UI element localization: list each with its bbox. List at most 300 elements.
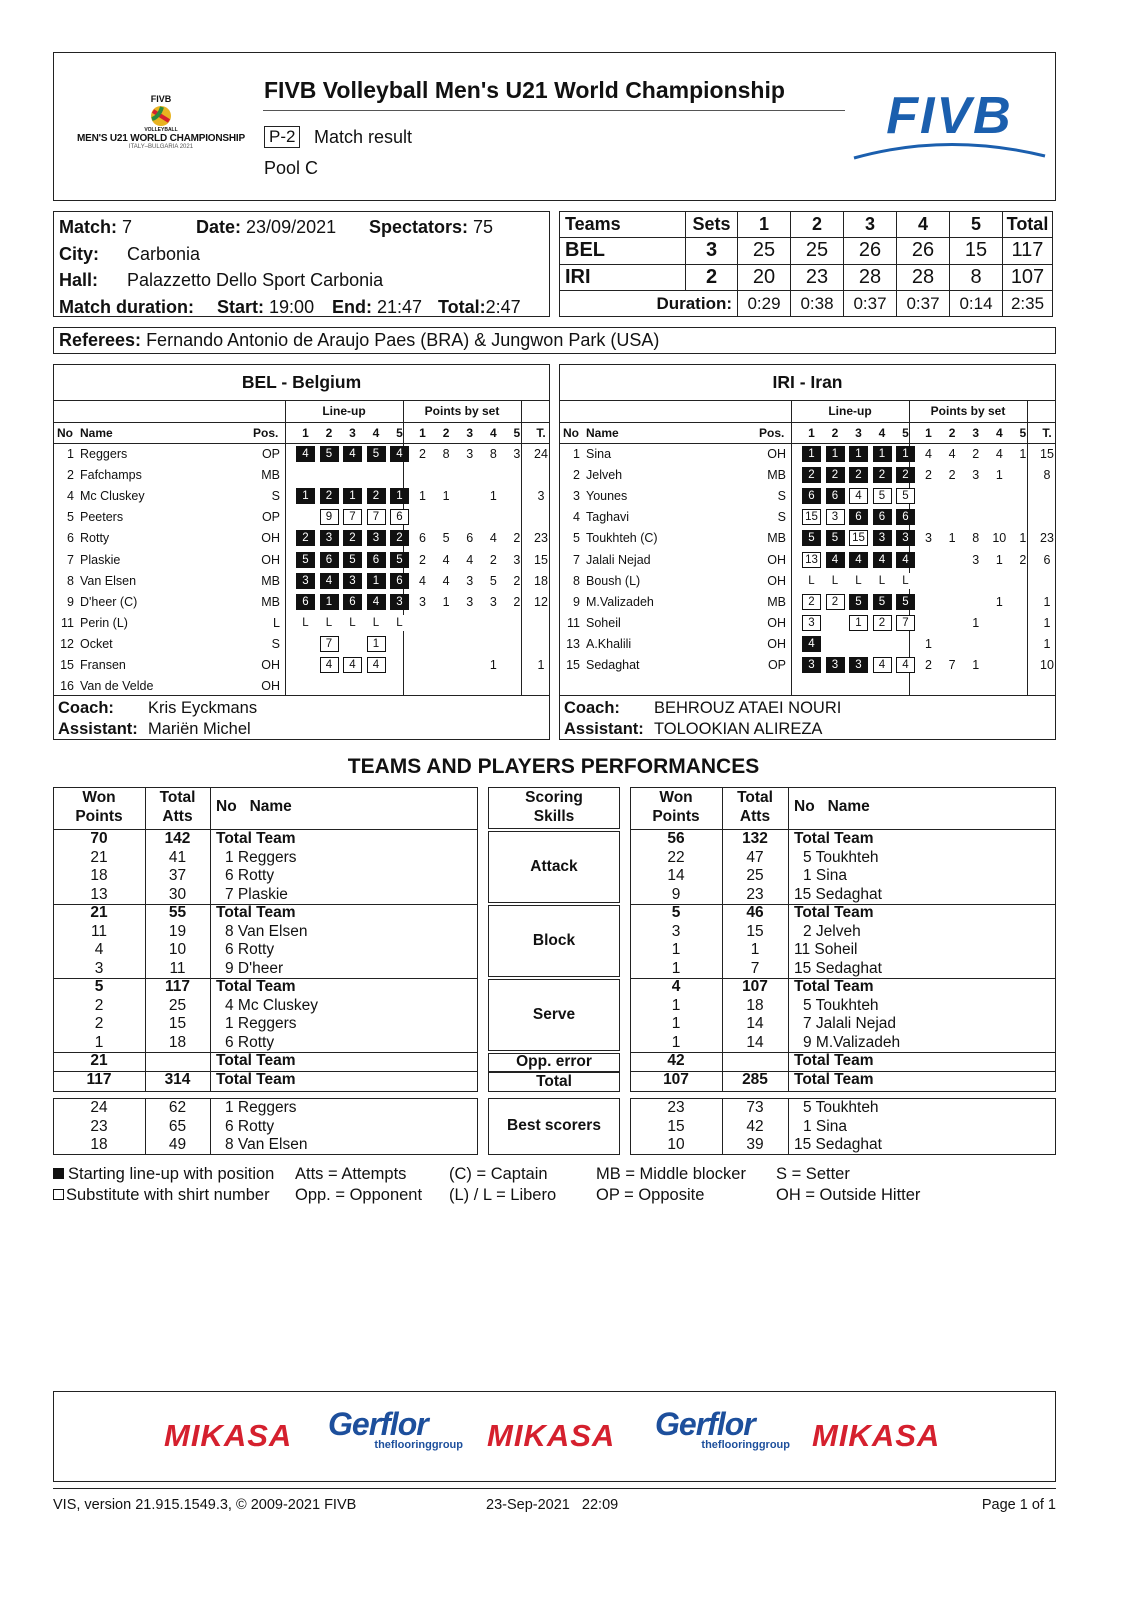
starter-chip: 5 <box>896 594 915 610</box>
set-points: 1 <box>489 658 497 672</box>
total-atts: 37 <box>168 867 187 884</box>
won-points: 1 <box>671 941 681 958</box>
set-points: 1 <box>1019 447 1027 461</box>
player-name: Plaskie <box>80 552 121 567</box>
spectators: 75 <box>473 217 494 237</box>
set-points: 3 <box>419 594 426 609</box>
perf-player: Total Team <box>216 1070 296 1088</box>
won-points: 1 <box>94 1033 104 1051</box>
city: Carbonia <box>127 243 201 264</box>
total-atts: 18 <box>746 996 764 1014</box>
perf-player: 6 Rotty <box>225 867 275 884</box>
starter-chip: 6 <box>296 594 315 610</box>
set-points: 1 <box>995 594 1003 609</box>
substitute-chip: 2 <box>873 615 892 631</box>
starter-square-icon <box>53 1168 64 1179</box>
set-points: 1 <box>995 468 1003 483</box>
coach-name: Kris Eyckmans <box>148 699 258 717</box>
won-points: 70 <box>90 830 108 847</box>
perf-player: Total Team <box>794 904 874 921</box>
won-points: 11 <box>90 922 108 940</box>
player-position: OP <box>261 447 280 461</box>
won-points: 1 <box>671 959 681 977</box>
starter-chip: 4 <box>390 446 409 462</box>
substitute-chip: 4 <box>343 657 362 673</box>
set-points: 1 <box>442 594 450 609</box>
libero-chip: L <box>390 615 409 631</box>
player-number: 15 <box>60 658 74 672</box>
won-points: 22 <box>667 848 685 866</box>
substitute-chip: 5 <box>873 488 892 504</box>
player-total: 6 <box>1043 552 1051 567</box>
set-points: 2 <box>948 468 956 483</box>
player-position: OH <box>767 573 786 588</box>
player-name: D'heer (C) <box>80 594 138 609</box>
player-position: OH <box>261 679 280 694</box>
set-points: 3 <box>972 552 980 567</box>
starter-chip: 6 <box>826 488 845 504</box>
total-atts: 23 <box>746 885 764 903</box>
total-atts: 285 <box>742 1070 768 1088</box>
starter-chip: 1 <box>826 446 845 462</box>
player-position: MB <box>767 468 786 483</box>
starter-chip: 2 <box>873 467 892 483</box>
player-total: 1 <box>1043 636 1051 651</box>
starter-chip: 3 <box>296 573 315 589</box>
player-number: 4 <box>67 489 74 504</box>
starter-chip: 3 <box>390 594 409 610</box>
start-time: 19:00 <box>269 296 315 317</box>
starter-chip: 1 <box>873 446 892 462</box>
perf-player: 1 Sina <box>803 867 847 884</box>
player-total: 1 <box>537 658 545 672</box>
skill-label: Opp. error <box>516 1053 592 1070</box>
starter-chip: 3 <box>896 530 915 546</box>
set-points: 4 <box>489 531 497 546</box>
perf-player: 15 Sedaghat <box>794 885 882 903</box>
starter-chip: 4 <box>849 552 868 568</box>
total-atts: 11 <box>169 959 186 977</box>
perf-cell: No Name <box>216 798 292 815</box>
perf-player: 2 Jelveh <box>803 922 861 940</box>
player-position: OH <box>767 636 786 651</box>
player-number: 5 <box>67 510 74 525</box>
player-total: 10 <box>1040 658 1054 672</box>
player-total: 8 <box>1043 468 1051 483</box>
player-name: Rotty <box>80 531 110 546</box>
won-points: 3 <box>671 922 681 940</box>
assistant-name: TOLOOKIAN ALIREZA <box>654 720 823 738</box>
substitute-chip: 3 <box>826 509 845 525</box>
page-title: FIVB Volleyball Men's U21 World Championship <box>264 77 785 103</box>
won-points: 42 <box>667 1052 685 1069</box>
set-points: 1 <box>995 552 1003 567</box>
perf-player: Total Team <box>794 1052 874 1069</box>
won-points: 107 <box>663 1070 689 1088</box>
player-total: 12 <box>534 594 548 609</box>
set-points: 6 <box>419 531 426 546</box>
total-time: 2:47 <box>485 296 521 317</box>
starter-chip: 6 <box>896 509 915 525</box>
player-position: OP <box>261 510 280 525</box>
set-points: 3 <box>513 447 521 461</box>
sponsor-mikasa-3: MIKASA <box>812 1418 941 1453</box>
total-atts: 10 <box>168 941 187 958</box>
player-number: 16 <box>60 679 74 694</box>
starter-chip: 3 <box>367 530 386 546</box>
set-points: 3 <box>466 594 474 609</box>
libero-chip: L <box>802 573 821 589</box>
sponsor-gerflor-1: Gerflor theflooringgroup <box>328 1406 463 1451</box>
won-points: 1 <box>671 996 681 1014</box>
won-points: 4 <box>94 941 104 958</box>
score-row-bel: BEL 3 25 25 26 26 15 117 <box>560 238 1053 265</box>
skill-label: Block <box>532 932 576 949</box>
starter-chip: 4 <box>802 636 821 652</box>
best-points: 23 <box>90 1117 108 1135</box>
total-atts: 18 <box>168 1033 187 1051</box>
player-number: 7 <box>67 552 74 567</box>
player-position: MB <box>767 594 786 609</box>
starter-chip: 1 <box>802 446 821 462</box>
starter-chip: 5 <box>343 552 362 568</box>
set-points: 4 <box>442 552 450 567</box>
perf-player: 9 D'heer <box>225 959 284 977</box>
pool-label: Pool C <box>264 158 319 178</box>
starter-chip: 6 <box>320 552 339 568</box>
player-position: MB <box>261 573 280 588</box>
set-points: 5 <box>489 573 497 588</box>
skill-label: Attack <box>530 858 578 875</box>
player-name: Van Elsen <box>80 573 137 588</box>
total-atts: 314 <box>164 1070 191 1088</box>
perf-player: 1 Reggers <box>225 848 297 866</box>
starter-chip: 2 <box>390 530 409 546</box>
total-atts: 14 <box>746 1033 764 1051</box>
won-points: 21 <box>90 1052 108 1069</box>
set-points: 2 <box>925 468 932 483</box>
starter-chip: 2 <box>826 467 845 483</box>
player-name: Mc Cluskey <box>80 489 145 504</box>
won-points: 21 <box>90 848 108 866</box>
best-atts: 62 <box>168 1099 187 1116</box>
starter-chip: 2 <box>367 488 386 504</box>
player-number: 12 <box>60 636 74 651</box>
player-position: S <box>777 510 786 525</box>
best-player: 1 Reggers <box>225 1099 297 1116</box>
substitute-chip: 4 <box>896 657 915 673</box>
set-points: 10 <box>992 531 1007 546</box>
starter-chip: 6 <box>343 594 362 610</box>
match-info: Match: 7 Date: 23/09/2021 Spectators: 75 City: Carbonia Hall: Palazzetto Dello Sport Carbonia Match duration: Start: 19:00 End: 21:47 Total:2:47 <box>59 217 521 317</box>
player-total: 23 <box>534 531 548 546</box>
player-position: MB <box>261 594 280 609</box>
libero-chip: L <box>896 573 915 589</box>
player-position: L <box>273 615 280 630</box>
player-position: S <box>271 489 280 504</box>
player-total: 1 <box>1043 615 1051 630</box>
player-number: 11 <box>567 615 580 630</box>
player-number: 1 <box>67 447 74 461</box>
perf-player: 6 Rotty <box>225 941 275 958</box>
player-name: Sina <box>586 447 612 461</box>
referee-names: Fernando Antonio de Araujo Paes (BRA) & Jungwon Park (USA) <box>146 330 660 350</box>
starter-chip: 5 <box>826 530 845 546</box>
starter-chip: 3 <box>320 530 339 546</box>
total-atts: 47 <box>746 848 764 866</box>
total-atts: 14 <box>746 1015 764 1032</box>
best-player: 15 Sedaghat <box>794 1136 882 1153</box>
perf-player: 8 Van Elsen <box>225 922 308 940</box>
starter-chip: 1 <box>390 488 409 504</box>
starter-chip: 4 <box>826 552 845 568</box>
set-points: 3 <box>925 531 932 546</box>
starter-chip: 2 <box>343 530 362 546</box>
perf-cell: Atts <box>739 808 771 825</box>
won-points: 18 <box>90 867 108 884</box>
legend: Starting line-up with position Atts = Attempts (C) = Captain MB = Middle blocker S = Setter Substitute with shirt number Opp. = Opponent (L) / L = Libero OP = Opposite OH = Outside Hitter <box>53 1165 1056 1209</box>
player-name: Jelveh <box>586 468 623 483</box>
set-points: 4 <box>925 447 932 461</box>
footer-date: 23-Sep-2021 22:09 <box>486 1497 619 1513</box>
starter-chip: 4 <box>296 446 315 462</box>
substitute-chip: 13 <box>802 552 821 568</box>
fivb-logo: FIVB <box>852 88 1047 168</box>
logo-fivb-mini: FIVB <box>150 94 172 104</box>
best-player: 5 Toukhteh <box>803 1099 879 1116</box>
substitute-chip: 7 <box>896 615 915 631</box>
perf-player: 7 Jalali Nejad <box>803 1015 897 1032</box>
player-number: 9 <box>573 594 580 609</box>
player-position: OP <box>767 658 786 672</box>
starter-chip: 5 <box>367 446 386 462</box>
player-total: 1 <box>1043 594 1051 609</box>
perf-player: Total Team <box>216 904 296 921</box>
starter-chip: 4 <box>873 552 892 568</box>
skill-label: Best scorers <box>507 1117 601 1134</box>
set-points: 2 <box>972 447 980 461</box>
best-atts: 39 <box>746 1136 764 1153</box>
team-title: BEL - Belgium <box>241 372 362 392</box>
won-points: 21 <box>90 904 108 921</box>
duration-row: Duration: 0:29 0:38 0:37 0:37 0:14 2:35 <box>560 291 1053 317</box>
player-total: 15 <box>534 552 548 567</box>
total-atts: 19 <box>168 922 187 940</box>
assistant-name: Mariën Michel <box>148 720 251 738</box>
set-points: 4 <box>442 573 450 588</box>
best-points: 23 <box>667 1099 685 1116</box>
player-name: Fafchamps <box>80 468 142 483</box>
perf-player: 9 M.Valizadeh <box>803 1033 901 1051</box>
player-position: S <box>271 636 280 651</box>
perf-player: Total Team <box>216 1052 296 1069</box>
player-name: Peeters <box>80 510 124 525</box>
player-number: 8 <box>573 573 580 588</box>
player-name: Fransen <box>80 658 126 672</box>
set-points: 2 <box>489 552 497 567</box>
player-position: OH <box>767 615 786 630</box>
libero-chip: L <box>320 615 339 631</box>
set-points: 1 <box>972 615 980 630</box>
substitute-chip: 15 <box>849 530 868 546</box>
set-points: 2 <box>513 594 521 609</box>
player-position: OH <box>261 658 280 672</box>
player-number: 8 <box>67 573 74 588</box>
substitute-chip: 7 <box>343 509 362 525</box>
starter-chip: 2 <box>296 530 315 546</box>
player-name: Ocket <box>80 636 113 651</box>
perf-cell: Points <box>652 808 700 825</box>
substitute-chip: 1 <box>367 636 386 652</box>
starter-chip: 3 <box>849 657 868 673</box>
score-table: Teams Sets 1 2 3 4 5 Total BEL 3 25 25 26 26 15 117 IRI 2 20 23 28 28 8 107 Duration: 0:29 0:38 0:37 0:37 0:14 2:35 <box>559 211 1053 317</box>
perf-player: 5 Toukhteh <box>803 848 879 866</box>
player-name: Jalali Nejad <box>586 552 651 567</box>
doc-code: P-2 <box>264 126 300 148</box>
substitute-chip: 3 <box>802 615 821 631</box>
starter-chip: 4 <box>320 573 339 589</box>
total-atts: 30 <box>168 885 187 903</box>
starter-chip: 3 <box>802 657 821 673</box>
player-position: S <box>777 489 786 504</box>
won-points: 117 <box>86 1070 112 1088</box>
player-number: 2 <box>67 468 74 483</box>
starter-chip: 2 <box>320 488 339 504</box>
player-number: 11 <box>61 615 74 630</box>
total-atts: 46 <box>746 904 764 921</box>
set-points: 4 <box>948 447 956 461</box>
set-points: 4 <box>419 573 426 588</box>
starter-chip: 2 <box>802 467 821 483</box>
player-position: OH <box>767 552 786 567</box>
starter-chip: 4 <box>367 594 386 610</box>
perf-player: Total Team <box>794 978 874 995</box>
footer-version: VIS, version 21.915.1549.3, © 2009-2021 FIVB <box>53 1497 357 1513</box>
set-points: 8 <box>442 447 450 461</box>
best-atts: 49 <box>168 1136 187 1153</box>
coach-name: BEHROUZ ATAEI NOURI <box>654 699 842 717</box>
best-points: 15 <box>667 1117 685 1135</box>
starter-chip: 3 <box>826 657 845 673</box>
perf-player: 6 Rotty <box>225 1033 275 1051</box>
won-points: 5 <box>671 904 681 921</box>
starter-chip: 1 <box>896 446 915 462</box>
perf-cell: Total <box>159 789 196 806</box>
team-panel-iri: IRI - Iran Line-up Points by set No Name Pos. 1 1 2 2 3 3 4 4 5 5 T. 1 Sina OH 1 1 1 1 1 4 4 2 4 1 15 2 Jelveh MB 2 2 2 2 2 2 2 3 1 8 3 Younes S 6 6 4 5 5 4 Taghavi S 15 3 6 6 6 5 Toukhteh (C) MB 5 5 15 3 3 3 1 8 10 1 23 7 Jalali Nejad OH 13 4 4 4 4 3 1 2 6 8 Boush (L) OH L L L L L 9 M.Valizadeh MB 2 2 5 5 5 1 1 11 Soheil OH 3 1 2 7 1 1 13 A.Khalili OH 4 1 1 15 Sedaghat OP 3 3 3 4 4 2 7 1 10 Coach: BEHROUZ ATAEI NOURI Assistant: TOLOOKIAN ALIREZA <box>559 364 1056 740</box>
player-total: 24 <box>534 447 548 461</box>
starter-chip: 6 <box>367 552 386 568</box>
player-number: 13 <box>566 636 580 651</box>
doc-type: Match result <box>314 127 413 147</box>
substitute-chip: 5 <box>896 488 915 504</box>
starter-chip: 6 <box>873 509 892 525</box>
starter-chip: 4 <box>896 552 915 568</box>
substitute-chip: 4 <box>849 488 868 504</box>
starter-chip: 3 <box>343 573 362 589</box>
won-points: 3 <box>94 959 104 977</box>
perf-player: 4 Mc Cluskey <box>225 996 319 1014</box>
starter-chip: 2 <box>849 467 868 483</box>
perf-cell: Won <box>82 789 116 806</box>
score-row-iri: IRI 2 20 23 28 28 8 107 <box>560 264 1053 291</box>
player-name: Perin (L) <box>80 615 128 630</box>
best-atts: 42 <box>746 1117 764 1135</box>
set-points: 8 <box>972 531 980 546</box>
substitute-chip: 9 <box>320 509 339 525</box>
perf-cell: Scoring <box>525 789 583 806</box>
player-number: 7 <box>573 552 580 567</box>
substitute-chip: 7 <box>367 509 386 525</box>
set-points: 5 <box>442 531 450 546</box>
end-time: 21:47 <box>377 296 423 317</box>
player-total: 18 <box>534 573 548 588</box>
perf-player: 1 Reggers <box>225 1015 297 1032</box>
player-total: 15 <box>1040 447 1054 461</box>
libero-chip: L <box>849 573 868 589</box>
set-points: 3 <box>466 573 474 588</box>
best-points: 10 <box>667 1136 685 1153</box>
perf-player: Total Team <box>794 830 874 847</box>
substitute-chip: 4 <box>320 657 339 673</box>
libero-chip: L <box>296 615 315 631</box>
substitute-chip: 4 <box>873 657 892 673</box>
substitute-chip: 2 <box>826 594 845 610</box>
player-number: 4 <box>573 510 580 525</box>
perf-cell: Total <box>737 789 773 806</box>
referees-bar: Referees: Fernando Antonio de Araujo Paes (BRA) & Jungwon Park (USA) <box>53 327 1056 354</box>
total-atts: 55 <box>168 904 187 921</box>
perf-player: Total Team <box>216 978 296 995</box>
sponsor-gerflor-2: Gerflor theflooringgroup <box>655 1406 790 1451</box>
starter-chip: 4 <box>343 446 362 462</box>
perf-player: 5 Toukhteh <box>803 996 879 1014</box>
starter-chip: 6 <box>849 509 868 525</box>
set-points: 2 <box>419 447 426 461</box>
total-atts: 15 <box>746 922 764 940</box>
player-total: 3 <box>537 489 545 504</box>
player-name: Sedaghat <box>586 658 640 672</box>
substitute-chip: 1 <box>849 615 868 631</box>
player-number: 6 <box>67 531 74 546</box>
total-atts: 41 <box>168 848 187 866</box>
event-logo: FIVB VOLLEYBALL MEN'S U21 WORLD CHAMPIONSHIP ITALY–BULGARIA 2021 <box>66 94 256 150</box>
player-name: Taghavi <box>586 510 630 525</box>
set-points: 4 <box>466 552 474 567</box>
match-date: 23/09/2021 <box>246 217 337 237</box>
best-player: 1 Sina <box>803 1117 847 1135</box>
set-points: 3 <box>513 552 521 567</box>
set-points: 1 <box>972 658 980 672</box>
sponsor-mikasa-2: MIKASA <box>487 1418 616 1453</box>
player-number: 2 <box>573 468 580 483</box>
substitute-chip: 2 <box>802 594 821 610</box>
perf-title: TEAMS AND PLAYERS PERFORMANCES <box>347 755 760 778</box>
starter-chip: 1 <box>296 488 315 504</box>
total-atts: 25 <box>168 996 187 1014</box>
skill-label: Total <box>536 1072 572 1090</box>
perf-player: Total Team <box>794 1070 874 1088</box>
set-points: 2 <box>925 658 932 672</box>
set-points: 2 <box>513 573 521 588</box>
won-points: 5 <box>94 978 104 995</box>
total-atts: 142 <box>164 830 191 847</box>
total-atts: 132 <box>742 830 768 847</box>
set-points: 1 <box>442 489 450 504</box>
perf-player: Total Team <box>216 830 296 847</box>
player-name: Van de Velde <box>80 679 154 694</box>
libero-chip: L <box>873 573 892 589</box>
perf-player: 7 Plaskie <box>225 885 288 903</box>
